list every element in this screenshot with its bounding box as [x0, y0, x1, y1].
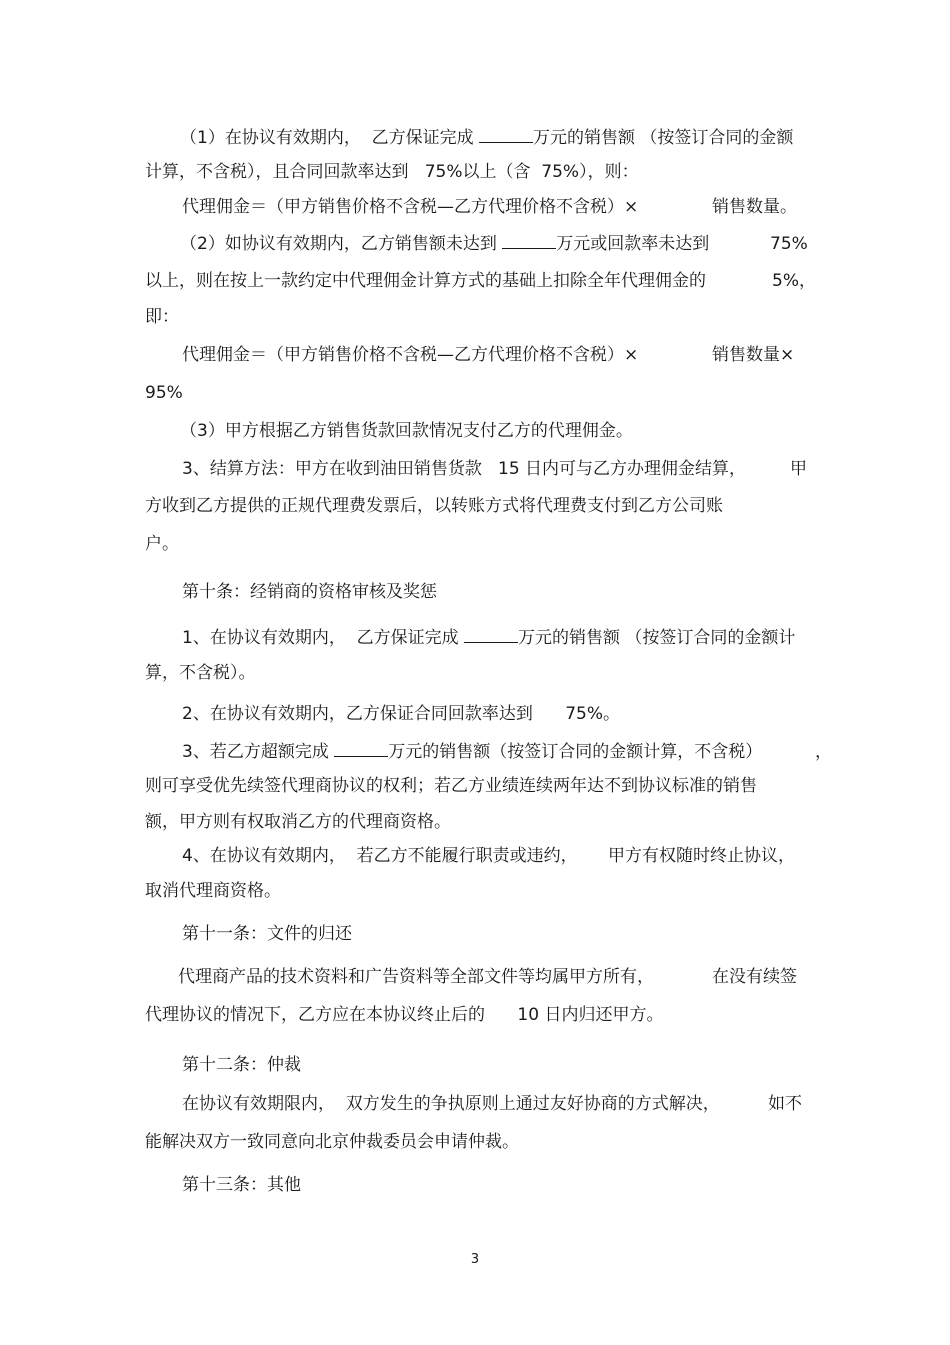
art12-line-1b: 如不	[768, 1094, 802, 1114]
clause-1-line-1: （1）在协议有效期内， 乙方保证完成 万元的销售额 （按签订合同的金额	[180, 128, 794, 148]
formula-line-2b: 销售数量×	[712, 345, 795, 365]
formula-line-2a: 代理佣金＝（甲方销售价格不含税—乙方代理价格不含税）×	[182, 345, 639, 365]
formula-line-2c: 95%	[145, 383, 183, 403]
amount-blank	[464, 627, 518, 643]
art10-item-4-line-1a: 4、在协议有效期内， 若乙方不能履行职责或违约，	[182, 846, 578, 866]
art10-item-3-line-3: 额，甲方则有权取消乙方的代理商资格。	[145, 812, 451, 832]
art10-item-1-line-1: 1、在协议有效期内， 乙方保证完成 万元的销售额 （按签订合同的金额计	[182, 628, 796, 648]
clause-2-line-3: 即：	[145, 307, 179, 327]
art10-item-3-line-2: 则可享受优先续签代理商协议的权利；若乙方业绩连续两年达不到协议标准的销售	[145, 776, 757, 796]
art10-item-4-line-1b: 甲方有权随时终止协议，	[608, 846, 795, 866]
article-10-heading: 第十条：经销商的资格审核及奖惩	[182, 582, 437, 602]
page-number: 3	[470, 1252, 480, 1267]
art12-line-2: 能解决双方一致同意向北京仲裁委员会申请仲裁。	[145, 1132, 519, 1152]
article-11-heading: 第十一条：文件的归还	[182, 924, 352, 944]
art10-item-2: 2、在协议有效期内，乙方保证合同回款率达到 75%。	[182, 704, 621, 724]
amount-blank	[334, 741, 388, 757]
clause-1-line-2: 计算，不含税），且合同回款率达到 75%以上（含 75%），则：	[145, 162, 639, 182]
art10-item-1-line-2: 算，不含税）。	[145, 663, 256, 683]
clause-3-line: （3）甲方根据乙方销售货款回款情况支付乙方的代理佣金。	[180, 421, 633, 441]
settlement-line-1a: 3、结算方法：甲方在收到油田销售货款 15 日内可与乙方办理佣金结算，	[182, 459, 747, 479]
article-12-heading: 第十二条：仲裁	[182, 1055, 301, 1075]
art11-line-1b: 在没有续签	[712, 967, 797, 987]
settlement-line-2: 方收到乙方提供的正规代理费发票后，以转账方式将代理费支付到乙方公司账	[145, 496, 723, 516]
art11-line-1a: 代理商产品的技术资料和广告资料等全部文件等均属甲方所有，	[178, 967, 654, 987]
art10-item-3-line-1c: ，	[815, 742, 832, 762]
art10-item-4-line-2: 取消代理商资格。	[145, 881, 281, 901]
clause-2-line-2b: 5%，	[772, 271, 816, 291]
art12-line-1a: 在协议有效期限内， 双方发生的争执原则上通过友好协商的方式解决，	[182, 1094, 720, 1114]
article-13-heading: 第十三条：其他	[182, 1175, 301, 1195]
amount-blank	[479, 127, 533, 143]
settlement-line-1b: 甲	[790, 459, 807, 479]
art11-line-2: 代理协议的情况下，乙方应在本协议终止后的 10 日内归还甲方。	[145, 1005, 664, 1025]
clause-2-line-1c: 75%	[770, 234, 808, 254]
formula-line-1b: 销售数量。	[712, 197, 797, 217]
art10-item-3-line-1: 3、若乙方超额完成 万元的销售额（按签订合同的金额计算，不含税）	[182, 742, 763, 762]
settlement-line-3: 户。	[145, 534, 179, 554]
clause-2-line-1: （2）如协议有效期内，乙方销售额未达到 万元或回款率未达到	[180, 234, 710, 254]
formula-line-1a: 代理佣金＝（甲方销售价格不含税—乙方代理价格不含税）×	[182, 197, 639, 217]
amount-blank	[502, 233, 556, 249]
clause-2-line-2a: 以上，则在按上一款约定中代理佣金计算方式的基础上扣除全年代理佣金的	[145, 271, 706, 291]
